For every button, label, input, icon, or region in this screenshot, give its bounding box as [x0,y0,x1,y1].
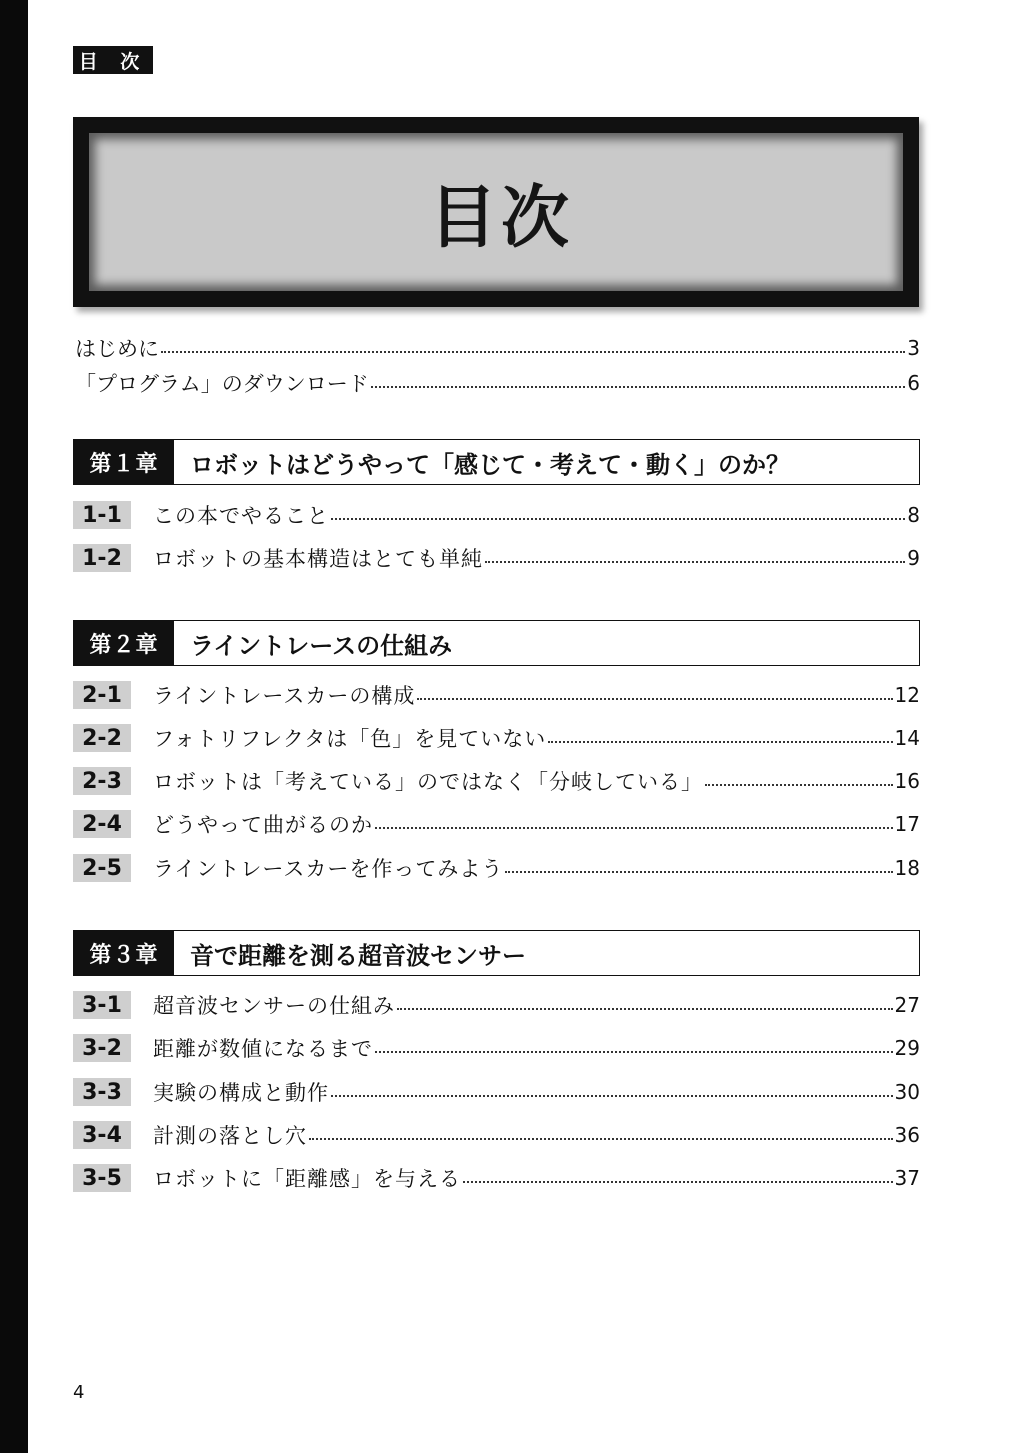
dot-leader [331,1095,893,1097]
section-title: 超音波センサーの仕組み [153,994,395,1018]
chapter-label: 第３章 [74,931,174,975]
section-number: 2-5 [73,854,131,882]
toc-section[interactable] [73,989,920,1021]
section-number: 1-1 [73,501,131,529]
toc-section[interactable] [73,765,920,797]
dot-leader [375,1051,893,1053]
toc-page-number: 14 [894,726,920,750]
toc-page-number: 12 [894,683,920,707]
toc-section[interactable] [73,1119,920,1151]
title-box [73,117,919,307]
toc-section[interactable] [73,542,920,574]
section-number: 3-2 [73,1034,131,1062]
section-number: 3-4 [73,1121,131,1149]
toc-page-number: 9 [907,546,920,570]
page-number: 4 [73,1382,85,1403]
dot-leader [463,1181,893,1183]
chapter-title: ロボットはどうやって「感じて・考えて・動く」のか？ [190,450,790,479]
toc-page-number: 3 [907,336,920,360]
toc-page-number: 36 [894,1123,920,1147]
section-number: 3-5 [73,1164,131,1192]
section-title: 計測の落とし穴 [153,1124,307,1148]
toc-page-number: 17 [894,812,920,836]
chapter-label: 第２章 [74,621,174,665]
chapter-header[interactable] [73,930,920,976]
section-number: 3-1 [73,991,131,1019]
dot-leader [505,871,892,873]
dot-leader [485,561,905,563]
dot-leader [417,698,892,700]
toc-page-number: 8 [907,503,920,527]
toc-section[interactable] [73,1076,920,1108]
toc-section[interactable] [73,852,920,884]
chapter-header[interactable] [73,439,920,485]
section-title: ロボットに「距離感」を与える [153,1167,461,1191]
toc-section[interactable] [73,808,920,840]
section-title: ライントレースカーを作ってみよう [153,857,504,881]
toc-page-number: 30 [894,1080,920,1104]
toc-page-number: 6 [907,371,920,395]
section-title: ライントレースカーの構成 [153,684,416,708]
section-title: 距離が数値になるまで [153,1037,373,1061]
section-number: 2-3 [73,767,131,795]
chapter-title: 音で距離を測る超音波センサー [190,941,526,970]
toc-page-number: 27 [894,993,920,1017]
section-title: この本でやること [153,504,329,528]
dot-leader [705,784,893,786]
section-title: 実験の構成と動作 [153,1081,329,1105]
dot-leader [331,518,905,520]
section-title: ロボットは「考えている」のではなく「分岐している」 [153,770,703,794]
toc-page-number: 29 [894,1036,920,1060]
toc-section[interactable] [73,1162,920,1194]
section-number: 1-2 [73,544,131,572]
toc-intro-item[interactable] [75,333,920,363]
toc-item-title: 「プログラム」のダウンロード [75,372,369,396]
chapter-title: ライントレースの仕組み [190,631,453,660]
header-tag: 目 次 [73,46,153,74]
left-margin-bar [0,0,28,1453]
toc-section[interactable] [73,722,920,754]
section-title: ロボットの基本構造はとても単純 [153,547,483,571]
dot-leader [397,1008,893,1010]
dot-leader [161,351,905,353]
chapter-header[interactable] [73,620,920,666]
toc-page-number: 18 [894,856,920,880]
toc-item-title: はじめに [75,337,159,361]
title-inner [89,133,903,291]
section-number: 2-2 [73,724,131,752]
section-number: 3-3 [73,1078,131,1106]
section-number: 2-4 [73,810,131,838]
dot-leader [548,741,892,743]
toc-page-number: 16 [894,769,920,793]
section-number: 2-1 [73,681,131,709]
section-title: フォトリフレクタは「色」を見ていない [153,727,547,751]
dot-leader [309,1138,893,1140]
toc-section[interactable] [73,679,920,711]
chapter-label: 第１章 [74,440,174,484]
toc-intro-item[interactable] [75,368,920,398]
dot-leader [375,827,893,829]
page-title: 目次 [428,178,573,258]
toc-section[interactable] [73,499,920,531]
toc-section[interactable] [73,1032,920,1064]
toc-page-number: 37 [894,1166,920,1190]
section-title: どうやって曲がるのか [153,813,373,837]
dot-leader [371,386,905,388]
